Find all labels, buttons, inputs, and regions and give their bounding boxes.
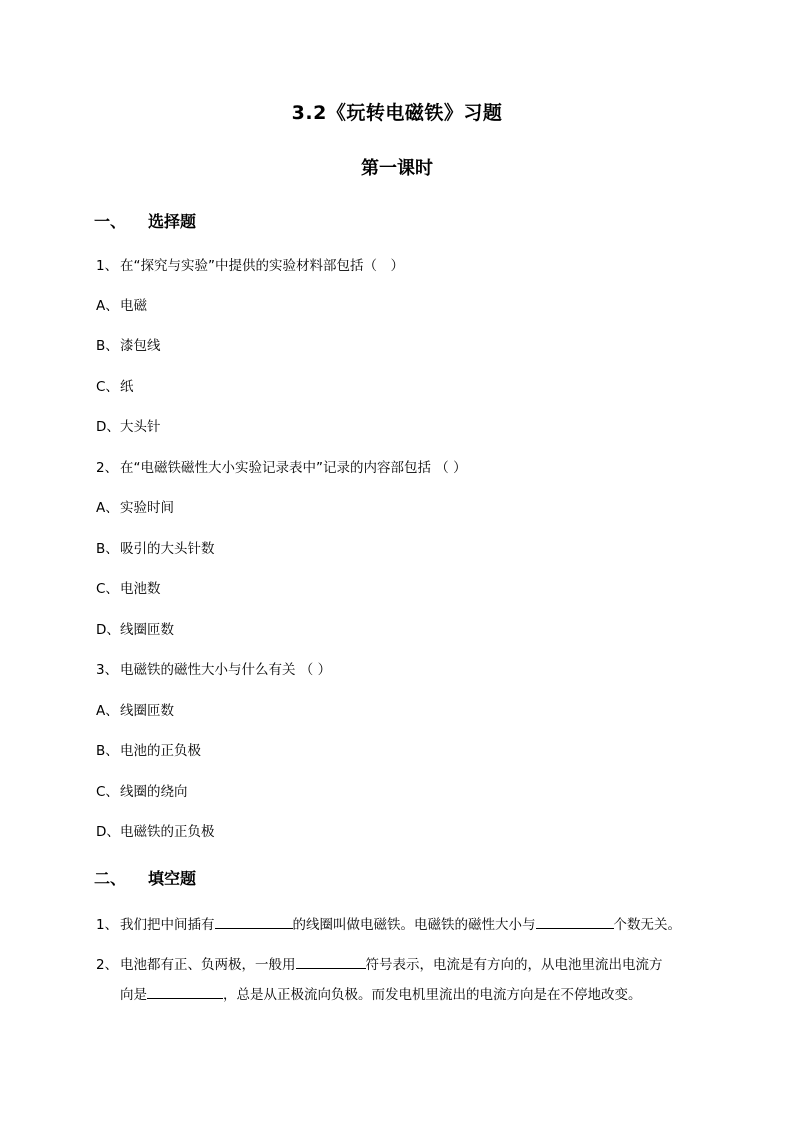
section-label: 填空题 [148,869,197,888]
question-number: 1、 [96,917,119,933]
question-number: 2、 [96,957,119,973]
fill-question-2 [96,954,663,974]
question-text-part: ，总是从正极流向负极。而发电机里流出的电流方向是在不停地改变。 [223,987,642,1003]
answer-blank[interactable] [296,954,366,969]
option-text: 线圈的绕向 [120,784,188,800]
question-3 [96,661,331,679]
option-key: A、 [96,703,119,719]
option-key: C、 [96,581,119,597]
option-text: 线圈匝数 [120,703,174,719]
option-key: B、 [96,338,119,354]
answer-blank[interactable] [147,984,223,999]
q1-option-b [96,337,161,355]
q1-option-a [96,297,147,315]
option-text: 电磁铁的正负极 [120,824,215,840]
q2-option-a [96,499,174,517]
q1-option-d [96,418,161,436]
option-key: C、 [96,784,119,800]
question-text: 在“电磁铁磁性大小实验记录表中”记录的内容部包括 （ ） [120,460,467,476]
fill-question-2-continued [120,984,642,1004]
q3-option-c [96,783,188,801]
q2-option-d [96,621,174,639]
section-label: 选择题 [148,212,197,231]
document-title: 3.2《玩转电磁铁》习题 [291,102,503,124]
question-1 [96,257,404,275]
option-text: 电磁 [120,298,147,314]
question-text-part: 的线圈叫做电磁铁。电磁铁的磁性大小与 [292,917,536,933]
question-text-part: 向是 [120,987,147,1003]
option-key: A、 [96,500,119,516]
question-text-part: 符号表示，电流是有方向的，从电池里流出电流方 [365,957,663,973]
question-number: 2、 [96,460,119,476]
q3-option-b [96,742,201,760]
option-text: 大头针 [120,419,161,435]
option-text: 实验时间 [120,500,174,516]
q2-option-b [96,540,215,558]
question-text-part: 电池都有正、负两极，一般用 [120,957,296,973]
q1-option-c [96,378,134,396]
fill-question-1 [96,914,681,934]
answer-blank[interactable] [536,914,614,929]
answer-blank[interactable] [215,914,293,929]
question-number: 3、 [96,662,119,678]
question-text-part: 个数无关。 [613,917,681,933]
q3-option-d [96,823,215,841]
q3-option-a [96,702,174,720]
question-text: 电磁铁的磁性大小与什么有关 （ ） [120,662,332,678]
option-text: 吸引的大头针数 [120,541,215,557]
question-text-part: 我们把中间插有 [120,917,215,933]
option-text: 漆包线 [120,338,161,354]
option-key: A、 [96,298,119,314]
question-2 [96,459,467,477]
section-heading-choice [94,209,196,232]
document-subtitle: 第一课时 [361,158,433,179]
option-text: 纸 [120,379,134,395]
option-key: B、 [96,743,119,759]
option-text: 电池的正负极 [120,743,201,759]
option-key: B、 [96,541,119,557]
question-text: 在“探究与实验”中提供的实验材料部包括（ ） [120,258,404,274]
option-key: D、 [96,622,120,638]
option-key: C、 [96,379,119,395]
question-number: 1、 [96,258,119,274]
option-key: D、 [96,824,120,840]
section-number: 二、 [94,869,127,888]
option-key: D、 [96,419,120,435]
section-number: 一、 [94,212,127,231]
section-heading-fill [94,866,196,889]
option-text: 线圈匝数 [120,622,174,638]
option-text: 电池数 [120,581,161,597]
q2-option-c [96,580,161,598]
